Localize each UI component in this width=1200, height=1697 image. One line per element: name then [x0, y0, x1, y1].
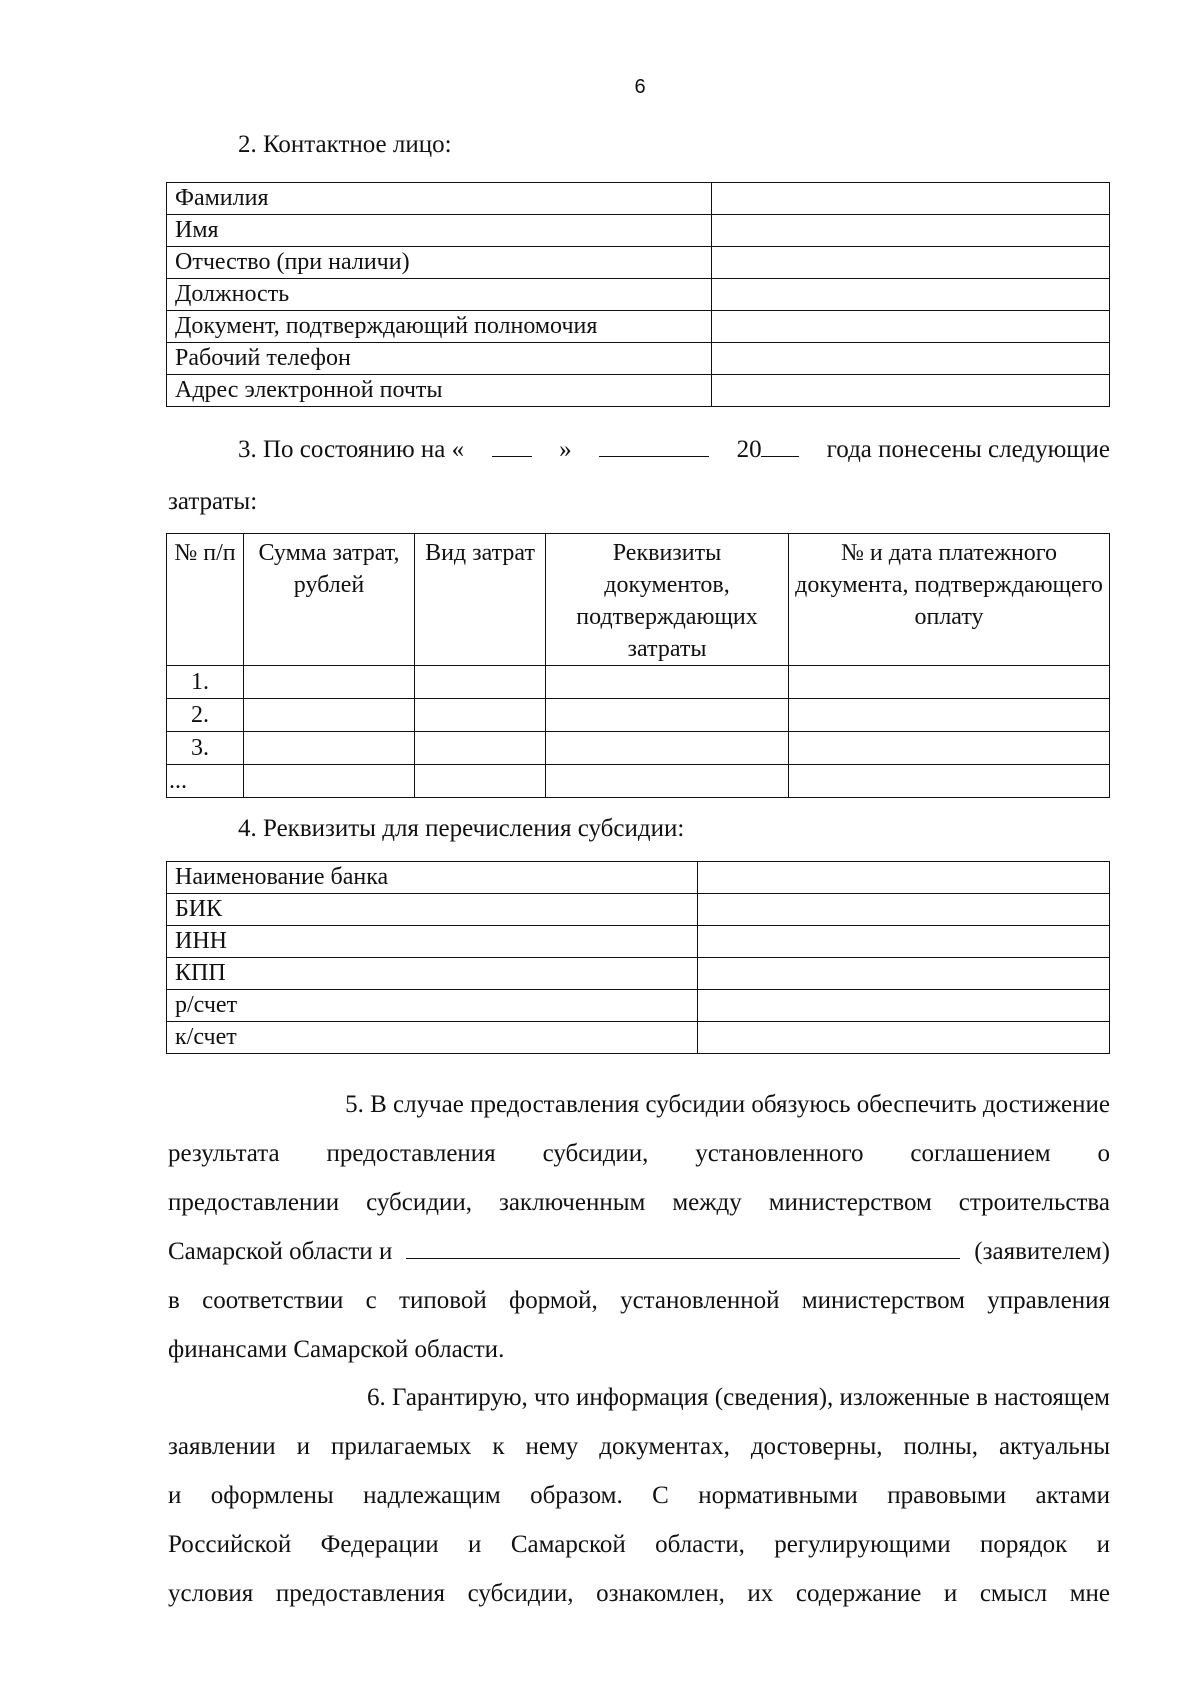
commitment-paragraph	[168, 1080, 1110, 1374]
text-line: финансами Самарской области.	[168, 1336, 505, 1363]
sum-cell[interactable]	[244, 765, 415, 798]
bank-value-cell[interactable]	[698, 926, 1110, 958]
table-row	[167, 247, 1110, 279]
bank-value-cell[interactable]	[698, 958, 1110, 990]
contact-value-cell[interactable]	[712, 247, 1110, 279]
contact-label: Рабочий телефон	[167, 343, 712, 375]
table-row	[167, 926, 1110, 958]
costs-intro-tail: года понесены следующие	[826, 436, 1110, 463]
text-line: заявлении и прилагаемых к нему документах, достоверны, полны, актуальны	[168, 1433, 1110, 1460]
table-row	[167, 375, 1110, 407]
table-row	[167, 732, 1110, 765]
costs-date-line	[238, 436, 1110, 464]
sum-cell[interactable]	[244, 732, 415, 765]
contact-label: Должность	[167, 279, 712, 311]
contact-value-cell[interactable]	[712, 279, 1110, 311]
payment-cell[interactable]	[789, 666, 1110, 699]
table-row	[167, 215, 1110, 247]
type-cell[interactable]	[415, 765, 546, 798]
costs-label: затраты:	[168, 488, 258, 515]
applicant-blank[interactable]	[406, 1236, 960, 1259]
bank-table	[166, 861, 1110, 1054]
bank-value-cell[interactable]	[698, 862, 1110, 894]
table-header-row	[167, 534, 1110, 666]
guarantee-paragraph	[168, 1373, 1110, 1618]
table-row	[167, 894, 1110, 926]
contact-label: Адрес электронной почты	[167, 375, 712, 407]
page-number: 6	[634, 76, 646, 98]
region-text: Самарской области и	[168, 1238, 393, 1265]
table-row	[167, 765, 1110, 798]
type-cell[interactable]	[415, 699, 546, 732]
table-row	[167, 311, 1110, 343]
costs-intro-text: 3. По состоянию на «	[238, 436, 465, 463]
payment-cell[interactable]	[789, 699, 1110, 732]
table-row	[167, 958, 1110, 990]
year-blank[interactable]	[761, 436, 799, 457]
bank-label: КПП	[167, 958, 698, 990]
docs-cell[interactable]	[546, 765, 789, 798]
type-cell[interactable]	[415, 666, 546, 699]
sum-cell[interactable]	[244, 666, 415, 699]
bank-label: ИНН	[167, 926, 698, 958]
contact-label: Фамилия	[167, 183, 712, 215]
table-row	[167, 343, 1110, 375]
day-blank[interactable]	[492, 436, 532, 457]
table-row	[167, 990, 1110, 1022]
contact-label: Имя	[167, 215, 712, 247]
col-header-type: Вид затрат	[415, 534, 546, 666]
sum-cell[interactable]	[244, 699, 415, 732]
text-line: в соответствии с типовой формой, установленной министерством управления	[168, 1287, 1110, 1314]
bank-value-cell[interactable]	[698, 894, 1110, 926]
text-line: Российской Федерации и Самарской области, регулирующими порядок и	[168, 1531, 1110, 1558]
text-line: условия предоставления субсидии, ознакомлен, их содержание и смысл мне	[168, 1580, 1110, 1607]
col-header-number: № п/п	[167, 534, 244, 666]
contact-value-cell[interactable]	[712, 183, 1110, 215]
bank-label: к/счет	[167, 1022, 698, 1054]
contact-value-cell[interactable]	[712, 311, 1110, 343]
bank-value-cell[interactable]	[698, 990, 1110, 1022]
text-line: результата предоставления субсидии, установленного соглашением о	[168, 1140, 1110, 1167]
applicant-label: (заявителем)	[974, 1238, 1110, 1265]
row-number: 1.	[167, 666, 244, 699]
contact-label: Отчество (при наличи)	[167, 247, 712, 279]
bank-heading: 4. Реквизиты для перечисления субсидии:	[238, 815, 685, 842]
contact-value-cell[interactable]	[712, 375, 1110, 407]
docs-cell[interactable]	[546, 732, 789, 765]
quote-close: »	[559, 436, 572, 463]
bank-label: Наименование банка	[167, 862, 698, 894]
bank-label: р/счет	[167, 990, 698, 1022]
contact-value-cell[interactable]	[712, 215, 1110, 247]
bank-value-cell[interactable]	[698, 1022, 1110, 1054]
row-number: 2.	[167, 699, 244, 732]
text-line: 5. В случае предоставления субсидии обязуюсь обеспечить достижение	[345, 1091, 1110, 1118]
text-line	[168, 1227, 1110, 1276]
contact-value-cell[interactable]	[712, 343, 1110, 375]
contact-table	[166, 182, 1110, 407]
row-number: 3.	[167, 732, 244, 765]
payment-cell[interactable]	[789, 732, 1110, 765]
table-row	[167, 279, 1110, 311]
bank-label: БИК	[167, 894, 698, 926]
text-line: 6. Гарантирую, что информация (сведения), изложенные в настоящем	[366, 1384, 1110, 1411]
row-number: ...	[167, 765, 244, 798]
col-header-sum: Сумма затрат, рублей	[244, 534, 415, 666]
payment-cell[interactable]	[789, 765, 1110, 798]
text-line: предоставлении субсидии, заключенным между министерством строительства	[168, 1189, 1110, 1216]
table-row	[167, 1022, 1110, 1054]
table-row	[167, 699, 1110, 732]
table-row	[167, 666, 1110, 699]
century-text: 20	[736, 436, 762, 463]
col-header-payment: № и дата платежного документа, подтверждающего оплату	[789, 534, 1110, 666]
type-cell[interactable]	[415, 732, 546, 765]
contact-label: Документ, подтверждающий полномочия	[167, 311, 712, 343]
docs-cell[interactable]	[546, 699, 789, 732]
col-header-docs: Реквизиты документов, подтверждающих затраты	[546, 534, 789, 666]
text-line: и оформлены надлежащим образом. С нормативными правовыми актами	[168, 1482, 1110, 1509]
costs-table	[166, 533, 1110, 798]
month-blank[interactable]	[599, 436, 709, 457]
table-row	[167, 183, 1110, 215]
contact-heading: 2. Контактное лицо:	[238, 131, 452, 158]
docs-cell[interactable]	[546, 666, 789, 699]
table-row	[167, 862, 1110, 894]
